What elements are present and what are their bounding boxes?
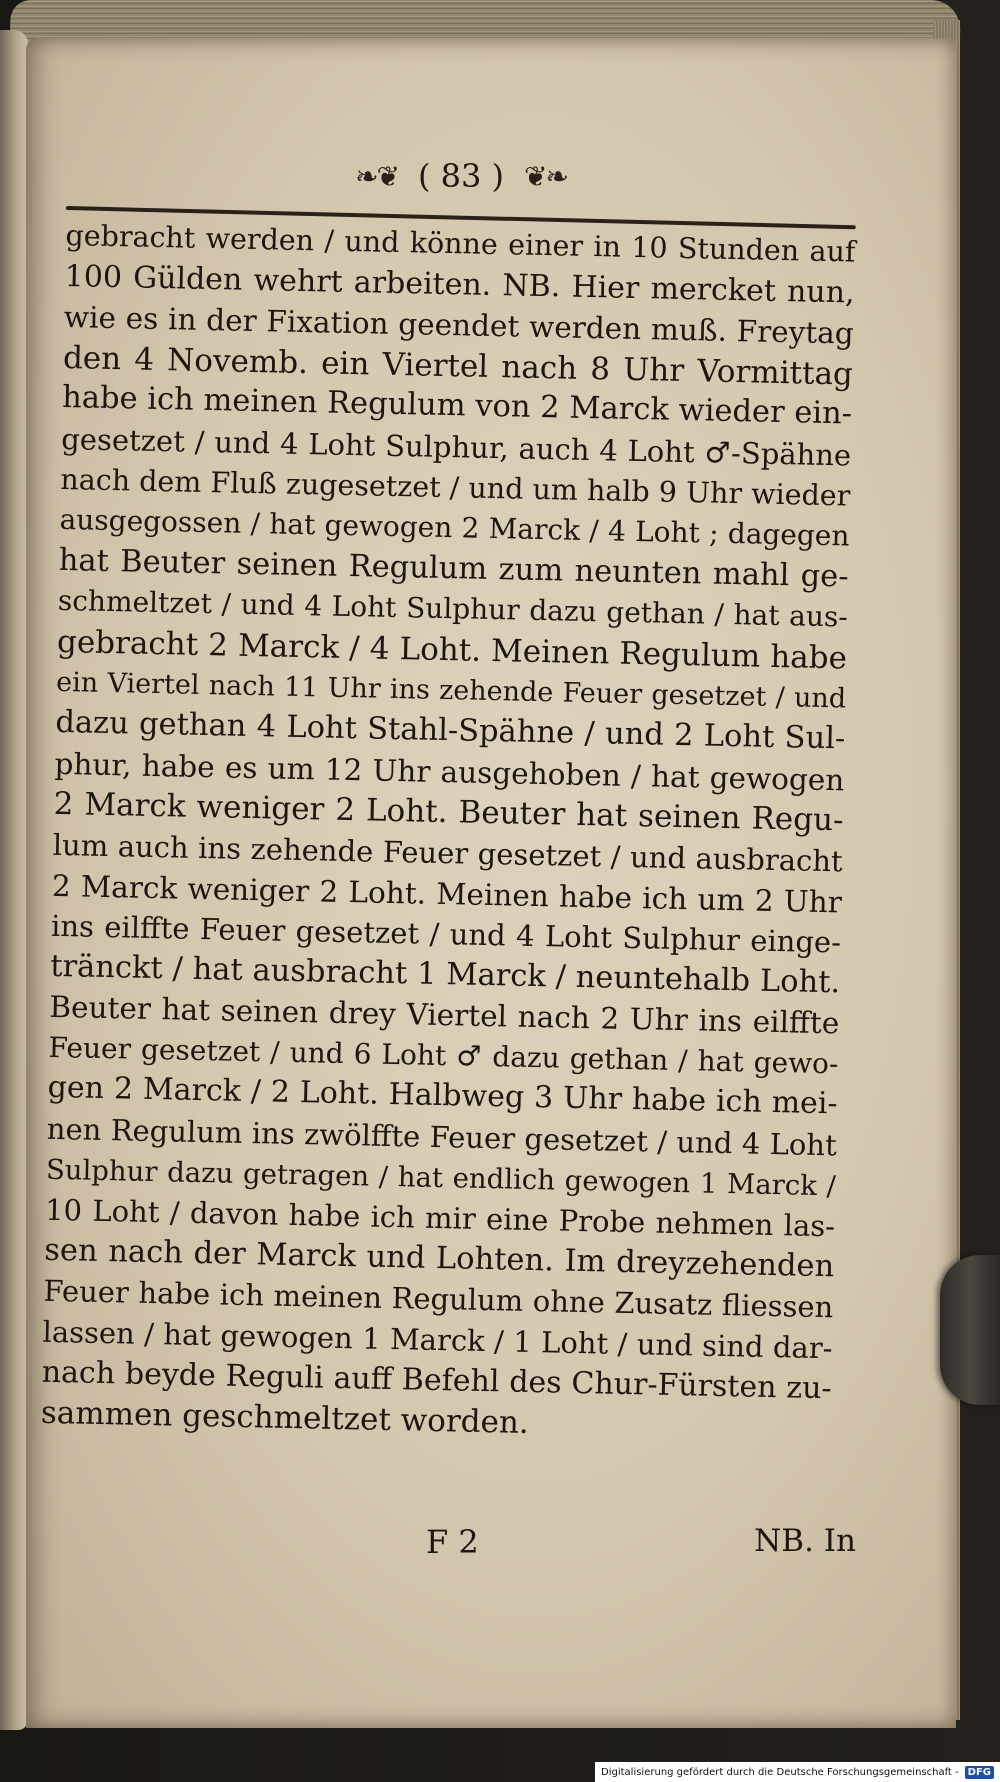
text-line: 2 Marck weniger 2 Loht. Beuter hat seinen Regu-	[53, 786, 844, 839]
text-line: lassen / hat gewogen 1 Marck / 1 Loht / und sind dar-	[42, 1314, 833, 1366]
text-line: gebracht werden / und könne einer in 10 Stunden auf	[65, 218, 856, 269]
text-line: ins eilffte Feuer gesetzet / und 4 Loht Sulphur einge-	[50, 908, 842, 960]
text-line: 10 Loht / davon habe ich mir eine Probe nehmen las-	[44, 1193, 836, 1244]
text-line: gesetzet / und 4 Loht Sulphur, auch 4 Loht ♂-Spähne	[60, 421, 852, 473]
text-line: gen 2 Marck / 2 Loht. Halbweg 3 Uhr habe ich mei-	[47, 1070, 838, 1122]
text-line: phur, habe es um 12 Uhr ausgehoben / hat gewogen	[54, 746, 845, 798]
text-line: gebracht 2 Marck / 4 Loht. Meinen Regulum habe	[56, 623, 848, 677]
text-line: nen Regulum ins zwölffte Feuer gesetzet / und 4 Loht	[46, 1111, 838, 1163]
page-header	[296, 156, 626, 196]
text-line: ausgegossen / hat gewogen 2 Marck / 4 Loht ; dagegen	[59, 503, 850, 553]
left-page-sliver	[0, 30, 28, 1730]
book-page	[26, 38, 956, 1728]
digitization-credit	[595, 1762, 1000, 1782]
credit-text: Digitalisierung gefördert durch die Deutsche Forschungsgemeinschaft -	[601, 1766, 959, 1778]
text-line: nach dem Fluß zugesetzet / und um halb 9 Uhr wieder	[60, 462, 851, 513]
text-line: tränckt / hat ausbracht 1 Marck / neuntehalb Loht.	[49, 948, 841, 1001]
text-line: dazu gethan 4 Loht Stahl-Spähne / und 2 Loht Sul-	[55, 705, 846, 757]
ornament-left-icon: ❧❦	[355, 159, 398, 193]
text-line: wie es in der Fixation geendet werden muß. Freytag	[63, 300, 855, 351]
text-line: sammen geschmeltzet worden.	[40, 1394, 530, 1442]
text-line: ein Viertel nach 11 Uhr ins zehende Feuer gesetzet / und	[55, 666, 847, 714]
body-text	[40, 216, 855, 1450]
catchword: NB. In	[754, 1523, 856, 1559]
bookmark-clip	[940, 1255, 1000, 1405]
page-footer	[66, 1523, 856, 1567]
text-line: lum auch ins zehende Feuer gesetzet / und ausbracht	[52, 827, 844, 879]
dfg-logo: DFG	[965, 1766, 994, 1779]
text-line: Sulphur dazu getragen / hat endlich gewogen 1 Marck /	[45, 1153, 837, 1202]
page-number: ( 83 )	[417, 157, 505, 195]
text-line: Feuer habe ich meinen Regulum ohne Zusatz fliessen	[43, 1274, 834, 1325]
text-line: Feuer gesetzet / und 6 Loht ♂ dazu gethan / hat gewo-	[48, 1030, 839, 1081]
text-line: sen nach der Marck und Lohten. Im dreyzehenden	[43, 1232, 835, 1285]
ornament-right-icon: ❦❧	[524, 159, 567, 193]
text-line: 100 Gülden wehrt arbeiten. NB. Hier mercket nun,	[64, 258, 855, 311]
text-line: 2 Marck weniger 2 Loht. Meinen habe ich um 2 Uhr	[51, 868, 843, 919]
text-line: den 4 Novemb. ein Viertel nach 8 Uhr Vormittag	[62, 339, 854, 393]
text-line: nach beyde Reguli auff Befehl des Chur-Fürsten zu-	[41, 1354, 832, 1406]
text-line: hat Beuter seinen Regulum zum neunten mahl ge-	[58, 542, 849, 595]
text-line: habe ich meinen Regulum von 2 Marck wieder ein-	[61, 380, 853, 432]
signature-mark: F 2	[426, 1523, 479, 1561]
text-line: Beuter hat seinen drey Viertel nach 2 Uhr ins eilffte	[49, 990, 840, 1041]
text-line: schmeltzet / und 4 Loht Sulphur dazu gethan / hat aus-	[57, 584, 849, 634]
